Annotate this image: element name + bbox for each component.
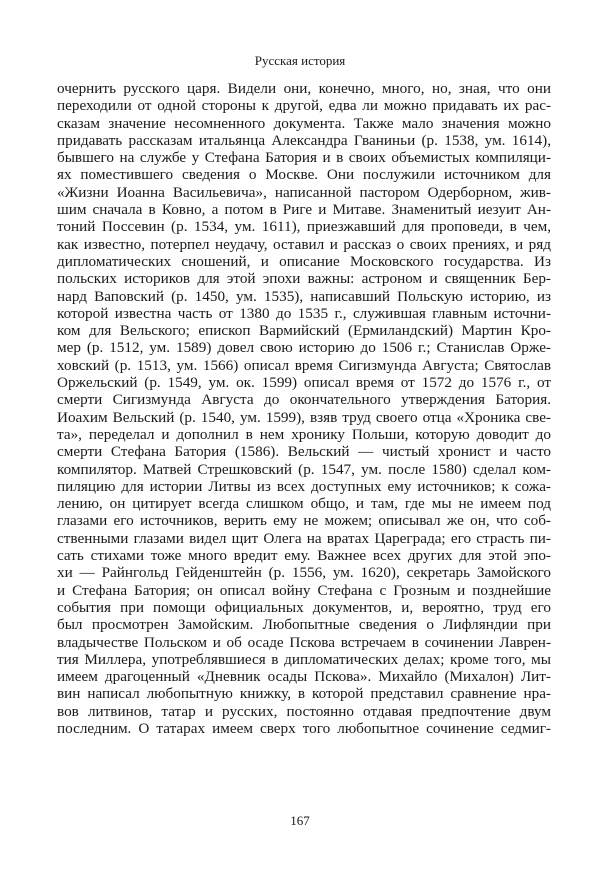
text-line: польских историков для этой эпохи важны: астроном и священник Бер- xyxy=(57,270,551,288)
text-line: шим сначала в Ковно, а потом в Риге и Митаве. Знаменитый иезуит Ан- xyxy=(57,201,551,219)
text-line: Иоахим Вельский (р. 1540, ум. 1599), взяв труд своего отца «Хроника све- xyxy=(57,408,551,426)
text-line: тоний Поссевин (р. 1534, ум. 1611), приезжавший для проповеди, в чем, xyxy=(57,218,551,236)
text-line: мер (р. 1512, ум. 1589) довел свою историю до 1506 г.; Станислав Орже- xyxy=(57,339,551,357)
text-line: очернить русского царя. Видели они, конечно, много, но, зная, что они xyxy=(57,80,551,97)
text-line: сказам значение несомненного документа. Также мало значения можно xyxy=(57,114,551,132)
text-line: «Жизни Иоанна Васильевича», написанной пастором Одерборном, жив- xyxy=(57,183,551,201)
text-line: переходили от одной стороны к другой, едва ли можно придавать их рас- xyxy=(57,97,551,115)
text-line: Оржельский (р. 1549, ум. ок. 1599) описал время от 1572 до 1576 г., от xyxy=(57,374,551,392)
text-line: придавать рассказам итальянца Александра Гваниньи (р. 1538, ум. 1614), xyxy=(57,131,551,149)
text-line: компилятор. Матвей Стрешковский (р. 1547, ум. после 1580) сделал ком- xyxy=(57,460,551,478)
text-line: дипломатических сношений, и описание Московского государства. Из xyxy=(57,252,551,270)
text-line: ком для Вельского; епископ Вармийский (Ермиландский) Мартин Кро- xyxy=(57,322,551,340)
text-line: тия Миллера, употреблявшиеся в дипломатических делах; кроме того, мы xyxy=(57,650,551,668)
text-line: пиляцию для истории Литвы из всех доступных ему источников; к сожа- xyxy=(57,477,551,495)
text-line: нард Ваповский (р. 1450, ум. 1535), написавший Польскую историю, из xyxy=(57,287,551,305)
text-line: был просмотрен Замойским. Любопытные сведения о Лифляндии при xyxy=(57,616,551,634)
text-line: ховский (р. 1513, ум. 1566) описал время Сигизмунда Августа; Святослав xyxy=(57,356,551,374)
text-line: вов литвинов, татар и русских, постоянно отдавая предпочтение двум xyxy=(57,702,551,720)
text-line: последним. О татарах имеем сверх того любопытное сочинение седмиг- xyxy=(57,719,551,737)
text-line: лению, он цитирует всегда слишком общо, и там, где мы не имеем под xyxy=(57,495,551,513)
text-line: ях поместившего сведения о Москве. Они послужили источником для xyxy=(57,166,551,184)
body-text xyxy=(57,80,551,737)
text-line: владычестве Польском и об осаде Пскова встречаем в сочинении Лаврен- xyxy=(57,633,551,651)
text-line: события при помощи официальных документов, и, вероятно, труд его xyxy=(57,598,551,616)
text-line: как известно, потерпел неудачу, оставил и рассказ о своих прениях, и ряд xyxy=(57,235,551,253)
text-line: и Стефана Батория; он описал войну Стефана с Грозным и позднейшие xyxy=(57,581,551,599)
text-line: которой известна часть от 1380 до 1535 г., служившая главным источни- xyxy=(57,304,551,322)
text-line: имеем драгоценный «Дневник осады Пскова». Михайло (Михалон) Лит- xyxy=(57,668,551,686)
text-line: глазами его источников, верить ему не можем; описывал же он, что соб- xyxy=(57,512,551,530)
text-line: бывшего на службе у Стефана Батория и в своих объемистых компиляци- xyxy=(57,149,551,167)
text-line: ственными глазами видел щит Олега на вратах Цареграда; его страсть пи- xyxy=(57,529,551,547)
page-number: 167 xyxy=(290,813,310,828)
running-header: Русская история xyxy=(254,53,346,68)
text-line: вин написал любопытную книжку, в которой представил сравнение нра- xyxy=(57,685,551,703)
text-line: та», переделал и дополнил в нем хронику Польши, которую доводит до xyxy=(57,425,551,443)
text-line: смерти Сигизмунда Августа до окончательного утверждения Батория. xyxy=(57,391,551,409)
text-line: смерти Стефана Батория (1586). Вельский — чистый хронист и часто xyxy=(57,443,551,461)
text-line: хи — Райнгольд Гейденштейн (р. 1556, ум. 1620), секретарь Замойского xyxy=(57,564,551,582)
text-line: сать стихами тоже много вредит ему. Важнее всех других для этой эпо- xyxy=(57,547,551,565)
